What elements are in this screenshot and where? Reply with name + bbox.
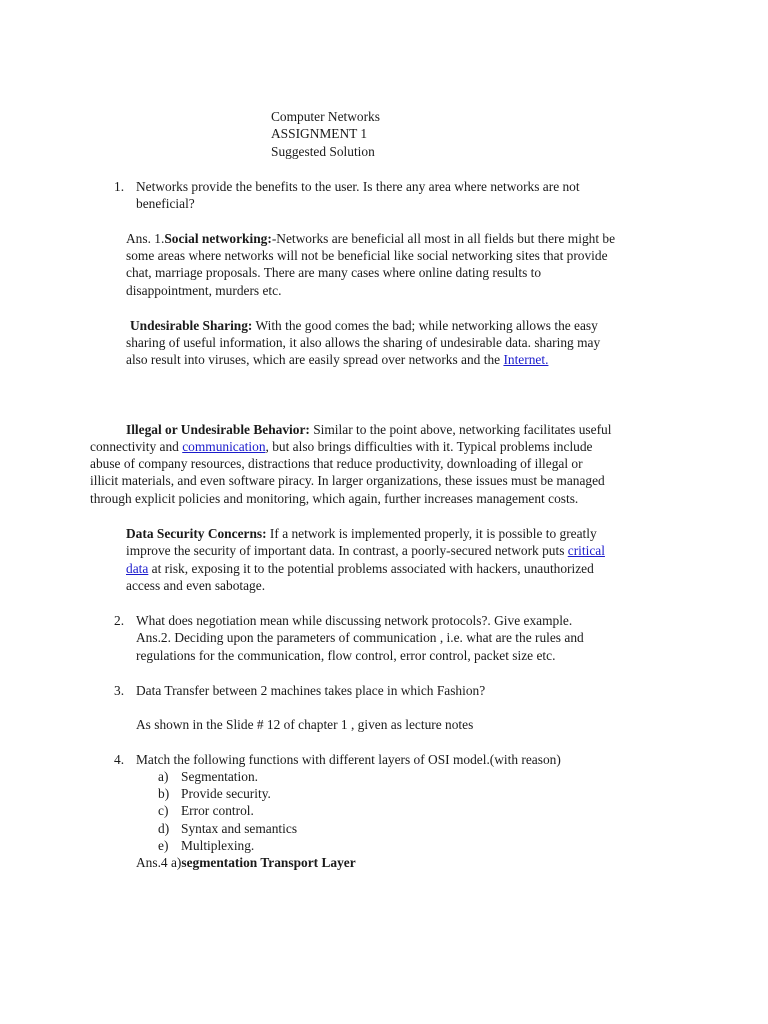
list-item-label: a): [158, 769, 169, 784]
paragraph-text: at risk, exposing it to the potential problems associated with hackers, unauthorized: [148, 561, 594, 576]
question-1-line: Networks provide the benefits to the user. Is there any area where networks are not: [136, 179, 580, 194]
answer-4-line: [136, 854, 356, 871]
list-item-label: d): [158, 821, 170, 836]
paragraph-line: chat, marriage proposals. There are many cases where online dating results to: [126, 265, 542, 280]
list-item: Provide security.: [181, 786, 271, 801]
list-item: Error control.: [181, 803, 254, 818]
sharing-first-line: [130, 317, 598, 334]
social-networking-heading: Social networking:: [164, 231, 272, 246]
critical-data-link[interactable]: data: [126, 561, 149, 576]
course-title: Computer Networks: [271, 109, 380, 124]
paragraph-text: improve the security of important data. In contrast, a poorly-secured network puts: [126, 543, 568, 558]
document-subtitle: Suggested Solution: [271, 144, 375, 159]
paragraph-text: Similar to the point above, networking facilitates useful: [309, 422, 612, 437]
paragraph-text: , but also brings difficulties with it. Typical problems include: [265, 439, 593, 454]
communication-link[interactable]: communication: [182, 439, 266, 454]
question-4-text: Match the following functions with different layers of OSI model.(with reason): [136, 752, 561, 767]
paragraph-line: some areas where networks will not be beneficial like social networking sites that provide: [126, 248, 608, 263]
paragraph-text: -Networks are beneficial all most in all fields but there might be: [271, 231, 616, 246]
paragraph-line: sharing of useful information, it also allows the sharing of undesirable data. sharing may: [126, 335, 601, 350]
answer-4-bold: segmentation Transport Layer: [181, 855, 356, 870]
paragraph-text: connectivity and: [90, 439, 183, 454]
data-security-heading: Data Security Concerns:: [126, 526, 267, 541]
list-item-label: e): [158, 838, 169, 853]
illegal-behavior-first-line: [126, 421, 611, 438]
paragraph-line: disappointment, murders etc.: [126, 283, 282, 298]
question-2-text: What does negotiation mean while discussing network protocols?. Give example.: [136, 613, 573, 628]
paragraph-line: [126, 351, 548, 368]
illegal-behavior-heading: Illegal or Undesirable Behavior:: [126, 422, 310, 437]
list-item: Multiplexing.: [181, 838, 255, 853]
assignment-title: ASSIGNMENT 1: [271, 126, 368, 141]
social-networking-first-line: [126, 230, 615, 247]
paragraph-line: abuse of company resources, distractions that reduce productivity, downloading of illegal or: [90, 456, 583, 471]
list-item-label: b): [158, 786, 170, 801]
undesirable-sharing-heading: Undesirable Sharing:: [130, 318, 253, 333]
paragraph-line: [126, 560, 594, 577]
answer-2-line: Ans.2. Deciding upon the parameters of communication , i.e. what are the rules and: [136, 630, 584, 645]
answer-2-line: regulations for the communication, flow control, error control, packet size etc.: [136, 648, 556, 663]
list-item: Segmentation.: [181, 769, 258, 784]
paragraph-line: [126, 542, 605, 559]
answer-prefix: Ans. 1.: [126, 231, 165, 246]
paragraph-line: access and even sabotage.: [126, 578, 266, 593]
critical-data-link[interactable]: critical: [567, 543, 605, 558]
question-3-text: Data Transfer between 2 machines takes place in which Fashion?: [136, 683, 486, 698]
question-1-line: beneficial?: [136, 196, 195, 211]
paragraph-line: through explicit policies and monitoring, which again, further increases management costs.: [90, 491, 579, 506]
paragraph-text: also result into viruses, which are easily spread over networks and the: [126, 352, 504, 367]
answer-prefix: Ans.4 a): [136, 855, 182, 870]
internet-link[interactable]: Internet.: [503, 352, 549, 367]
paragraph-line: [90, 438, 593, 455]
paragraph-text: With the good comes the bad; while networking allows the easy: [252, 318, 598, 333]
question-number: 3.: [114, 683, 125, 698]
paragraph-line: illicit materials, and even software piracy. In larger organizations, these issues must be managed: [90, 473, 605, 488]
list-item-label: c): [158, 803, 169, 818]
question-number: 1.: [114, 179, 125, 194]
data-security-first-line: [126, 525, 597, 542]
list-item: Syntax and semantics: [181, 821, 298, 836]
answer-3-text: As shown in the Slide # 12 of chapter 1 , given as lecture notes: [136, 717, 474, 732]
question-number: 2.: [114, 613, 125, 628]
paragraph-text: If a network is implemented properly, it is possible to greatly: [266, 526, 597, 541]
question-number: 4.: [114, 752, 125, 767]
